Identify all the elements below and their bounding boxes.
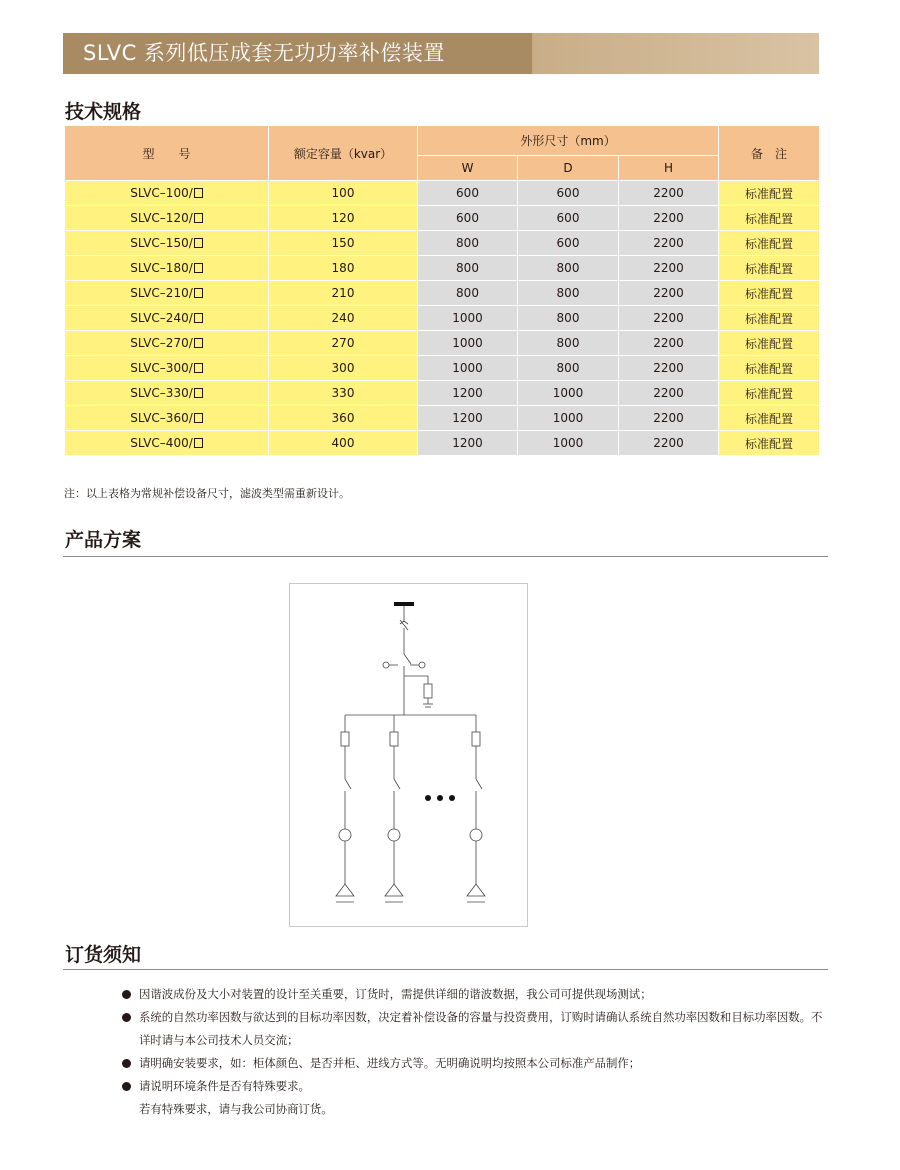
cell-d: [518, 231, 619, 256]
circuit-diagram: [289, 583, 528, 927]
cell-capacity: [269, 406, 418, 431]
cell-model-text: SLVC–270/: [130, 336, 193, 350]
bullet-icon: [122, 1082, 131, 1091]
capacitor-icon-1: [336, 884, 354, 896]
cell-d-text: 800: [556, 361, 580, 375]
cell-model: [65, 381, 269, 406]
cell-w: [418, 431, 518, 456]
cell-note-text: 标准配置: [745, 436, 794, 451]
cell-h-text: 2200: [653, 311, 684, 325]
cell-d-text: 1000: [552, 436, 584, 450]
cell-h-text: 2200: [653, 361, 684, 375]
reactor-icon-2: [388, 829, 400, 841]
cell-note: [719, 381, 820, 406]
cell-h: [619, 206, 719, 231]
cell-note-text: 标准配置: [745, 411, 794, 426]
scheme-heading: 产品方案: [65, 529, 142, 551]
spec-row: [65, 231, 820, 256]
spec-row: [65, 306, 820, 331]
cell-note: [719, 431, 820, 456]
cell-capacity: [269, 256, 418, 281]
cell-capacity-text: 400: [331, 436, 355, 450]
cell-w: [418, 406, 518, 431]
cell-note: [719, 406, 820, 431]
cell-model-text: SLVC–400/: [130, 436, 193, 450]
cell-note-text: 标准配置: [745, 236, 794, 251]
cell-w: [418, 306, 518, 331]
cell-model: [65, 206, 269, 231]
cell-d-text: 600: [556, 211, 580, 225]
cell-capacity: [269, 231, 418, 256]
spec-row: [65, 206, 820, 231]
cell-capacity: [269, 206, 418, 231]
col-w-header: W: [418, 156, 518, 181]
scheme-divider: [63, 556, 828, 557]
cell-capacity: [269, 306, 418, 331]
cell-model-text: SLVC–100/: [130, 186, 193, 200]
spec-row: [65, 331, 820, 356]
spec-table: [64, 125, 820, 456]
ordering-item-text: 请说明环境条件是否有特殊要求。: [139, 1079, 310, 1093]
cell-d-text: 800: [556, 286, 580, 300]
cell-note: [719, 281, 820, 306]
cell-h-text: 2200: [653, 261, 684, 275]
cell-d-text: 800: [556, 261, 580, 275]
cell-h: [619, 231, 719, 256]
cell-model: [65, 356, 269, 381]
checkbox-square-icon: [194, 438, 203, 448]
cell-w: [418, 331, 518, 356]
cell-d-text: 600: [556, 186, 580, 200]
spec-heading: 技术规格: [65, 101, 142, 123]
cell-d: [518, 281, 619, 306]
cell-capacity-text: 360: [331, 411, 355, 425]
ordering-item: [122, 983, 832, 1006]
ordering-item-text: 因谐波成份及大小对装置的设计至关重要，订货时，需提供详细的谐波数据，我公司可提供现场测试；: [139, 987, 652, 1001]
col-note-header: 备 注: [719, 126, 820, 181]
cell-model: [65, 281, 269, 306]
cell-note-text: 标准配置: [745, 336, 794, 351]
cell-w: [418, 206, 518, 231]
cell-w-text: 800: [456, 236, 479, 250]
cell-h: [619, 331, 719, 356]
cell-h: [619, 381, 719, 406]
cell-capacity-text: 150: [331, 236, 355, 250]
spec-footnote: 注：以上表格为常规补偿设备尺寸，滤波类型需重新设计。: [64, 487, 350, 500]
checkbox-square-icon: [194, 388, 203, 398]
checkbox-square-icon: [194, 213, 203, 223]
cell-capacity-text: 270: [331, 336, 355, 350]
cell-note-text: 标准配置: [745, 361, 794, 376]
cell-w: [418, 231, 518, 256]
spec-row: [65, 181, 820, 206]
cell-note-text: 标准配置: [745, 211, 794, 226]
cell-d: [518, 306, 619, 331]
cell-h: [619, 281, 719, 306]
cell-note: [719, 331, 820, 356]
cell-h: [619, 431, 719, 456]
spec-row: [65, 381, 820, 406]
spec-table-body: [65, 181, 820, 456]
cell-h: [619, 356, 719, 381]
ordering-heading: 订货须知: [65, 944, 142, 966]
bullet-icon: [122, 1059, 131, 1068]
cell-note-text: 标准配置: [745, 386, 794, 401]
capacitor-icon-3: [467, 884, 485, 896]
cell-d: [518, 256, 619, 281]
cell-w-text: 1000: [452, 336, 483, 350]
cell-capacity-text: 120: [331, 211, 355, 225]
checkbox-square-icon: [194, 238, 203, 248]
cell-note: [719, 256, 820, 281]
cell-note-text: 标准配置: [745, 186, 794, 201]
ct-right-icon: [419, 662, 425, 668]
cell-h-text: 2200: [653, 436, 684, 450]
page-title: SLVC 系列低压成套无功功率补偿装置: [83, 41, 445, 65]
spec-row: [65, 431, 820, 456]
ordering-closing: 若有特殊要求，请与我公司协商订货。: [139, 1102, 333, 1116]
busbar-icon: [394, 602, 414, 606]
cell-capacity: [269, 356, 418, 381]
cell-h-text: 2200: [653, 286, 684, 300]
reactor-icon-3: [470, 829, 482, 841]
cell-w-text: 600: [456, 186, 479, 200]
reactor-icon-1: [339, 829, 351, 841]
cell-model-text: SLVC–180/: [130, 261, 193, 275]
cell-capacity-text: 300: [331, 361, 355, 375]
cell-model: [65, 431, 269, 456]
spec-row: [65, 281, 820, 306]
cell-h: [619, 406, 719, 431]
cell-d-text: 1000: [552, 386, 584, 400]
cell-note: [719, 231, 820, 256]
circuit-diagram-svg: [290, 584, 529, 928]
checkbox-square-icon: [194, 263, 203, 273]
cell-model-text: SLVC–150/: [130, 236, 193, 250]
title-bar: [63, 33, 819, 74]
ordering-item-text: 请明确安装要求，如：柜体颜色、是否并柜、进线方式等。无明确说明均按照本公司标准产品制作；: [139, 1056, 641, 1070]
cell-w-text: 1200: [452, 436, 483, 450]
ordering-list: [122, 983, 832, 1121]
ellipsis-icon: [425, 795, 455, 801]
cell-note: [719, 356, 820, 381]
checkbox-square-icon: [194, 413, 203, 423]
cell-w-text: 1000: [452, 311, 483, 325]
cell-w-text: 800: [456, 286, 479, 300]
cell-capacity: [269, 281, 418, 306]
cell-d-text: 800: [556, 336, 580, 350]
checkbox-square-icon: [194, 188, 203, 198]
cell-capacity-text: 330: [331, 386, 355, 400]
cell-w-text: 600: [456, 211, 479, 225]
cell-h-text: 2200: [653, 211, 684, 225]
cell-w-text: 1200: [452, 386, 483, 400]
cell-h: [619, 181, 719, 206]
ordering-item: [122, 1006, 832, 1052]
cell-model: [65, 231, 269, 256]
cell-d-text: 600: [556, 236, 580, 250]
col-d-header: D: [518, 156, 619, 181]
cell-model: [65, 181, 269, 206]
cell-w-text: 1200: [452, 411, 483, 425]
cell-h-text: 2200: [653, 186, 684, 200]
bullet-icon: [122, 1013, 131, 1022]
ordering-item: [122, 1075, 832, 1098]
cell-capacity-text: 180: [331, 261, 355, 275]
ordering-item-text: 系统的自然功率因数与欲达到的目标功率因数，决定着补偿设备的容量与投资费用，订购时请确认系统自然功率因数和目标功率因数。不详时请与本公司技术人员交流；: [139, 1010, 823, 1047]
cell-note: [719, 306, 820, 331]
ct-left-icon: [383, 662, 389, 668]
checkbox-square-icon: [194, 313, 203, 323]
bullet-icon: [122, 990, 131, 999]
cell-h: [619, 306, 719, 331]
cell-d: [518, 331, 619, 356]
cell-w: [418, 256, 518, 281]
cell-capacity: [269, 431, 418, 456]
checkbox-square-icon: [194, 288, 203, 298]
cell-w: [418, 281, 518, 306]
cell-d: [518, 406, 619, 431]
cell-capacity-text: 100: [331, 186, 355, 200]
ordering-item: [122, 1052, 832, 1075]
col-capacity-header: 额定容量（kvar）: [269, 126, 418, 181]
spec-row: [65, 256, 820, 281]
cell-note: [719, 181, 820, 206]
arrester-icon: [424, 684, 432, 698]
checkbox-square-icon: [194, 363, 203, 373]
cell-capacity: [269, 331, 418, 356]
cell-h-text: 2200: [653, 236, 684, 250]
fuse-icon-3: [472, 732, 480, 746]
fuse-icon-1: [341, 732, 349, 746]
cell-note-text: 标准配置: [745, 261, 794, 276]
cell-w-text: 1000: [452, 361, 483, 375]
cell-d: [518, 356, 619, 381]
cell-capacity-text: 240: [331, 311, 355, 325]
cell-d: [518, 181, 619, 206]
cell-model-text: SLVC–360/: [130, 411, 193, 425]
cell-model-text: SLVC–210/: [130, 286, 193, 300]
cell-w: [418, 181, 518, 206]
spec-row: [65, 356, 820, 381]
cell-capacity: [269, 181, 418, 206]
col-h-header: H: [619, 156, 719, 181]
cell-model: [65, 306, 269, 331]
col-dims-header: 外形尺寸（mm）: [418, 126, 719, 156]
cell-capacity: [269, 381, 418, 406]
cell-note-text: 标准配置: [745, 286, 794, 301]
cell-model-text: SLVC–120/: [130, 211, 193, 225]
cell-model: [65, 406, 269, 431]
spec-row: [65, 406, 820, 431]
cell-h-text: 2200: [653, 411, 684, 425]
cell-h: [619, 256, 719, 281]
cell-model: [65, 331, 269, 356]
cell-h-text: 2200: [653, 386, 684, 400]
cell-model-text: SLVC–300/: [130, 361, 193, 375]
cell-note: [719, 206, 820, 231]
cell-model-text: SLVC–240/: [130, 311, 193, 325]
cell-model: [65, 256, 269, 281]
cell-d-text: 1000: [552, 411, 584, 425]
cell-d-text: 800: [556, 311, 580, 325]
cell-model-text: SLVC–330/: [130, 386, 193, 400]
cell-w: [418, 356, 518, 381]
col-model-header: 型 号: [65, 126, 269, 181]
cell-d: [518, 431, 619, 456]
cell-note-text: 标准配置: [745, 311, 794, 326]
cell-h-text: 2200: [653, 336, 684, 350]
fuse-icon-2: [390, 732, 398, 746]
cell-w: [418, 381, 518, 406]
cell-d: [518, 206, 619, 231]
cell-d: [518, 381, 619, 406]
capacitor-icon-2: [385, 884, 403, 896]
checkbox-square-icon: [194, 338, 203, 348]
ordering-divider: [63, 969, 828, 970]
cell-capacity-text: 210: [331, 286, 355, 300]
cell-w-text: 800: [456, 261, 479, 275]
